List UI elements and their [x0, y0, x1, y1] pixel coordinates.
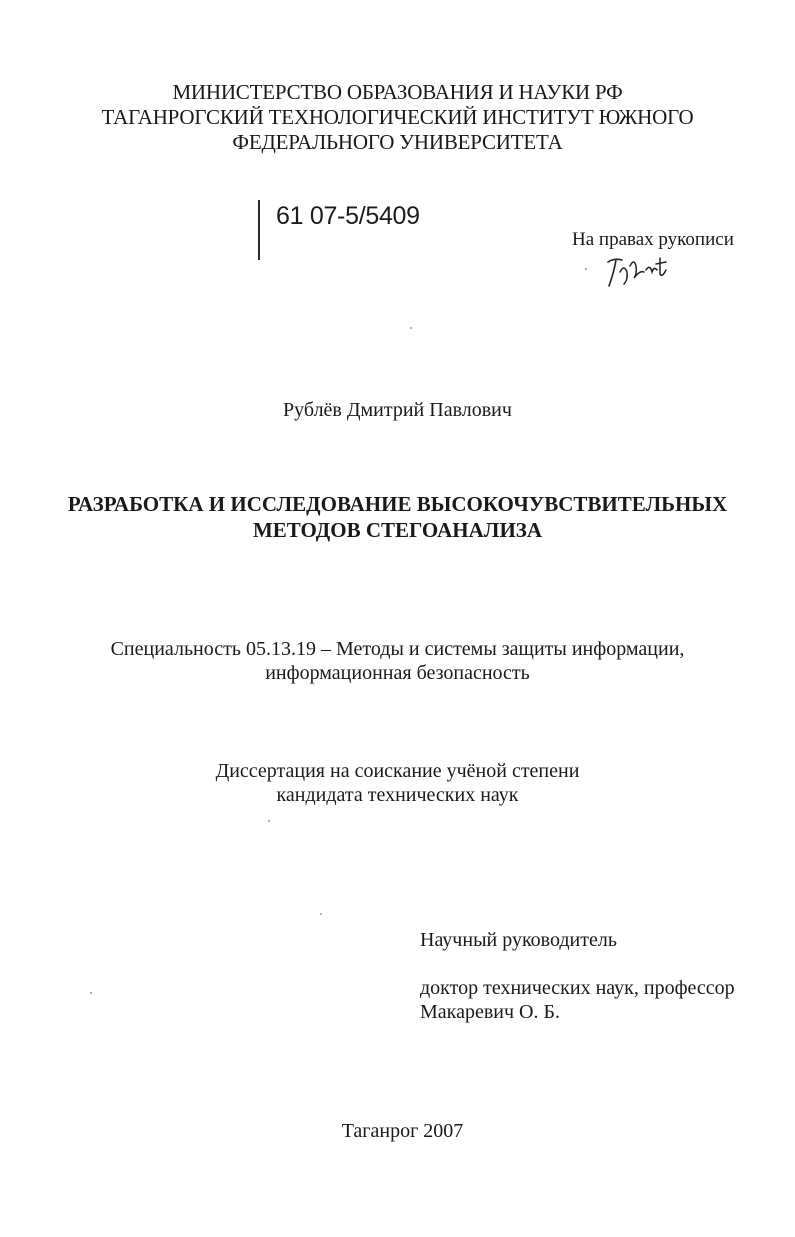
ministry-line-3: ФЕДЕРАЛЬНОГО УНИВЕРСИТЕТА	[232, 130, 563, 154]
dissertation-title-line-2: МЕТОДОВ СТЕГОАНАЛИЗА	[252, 518, 543, 542]
scan-speck	[585, 268, 587, 270]
manuscript-rights-label: На правах рукописи	[572, 229, 734, 250]
author-name: Рублёв Дмитрий Павлович	[283, 399, 512, 421]
stamp-bar	[258, 200, 260, 260]
scan-speck	[268, 820, 270, 822]
ministry-line-1: МИНИСТЕРСТВО ОБРАЗОВАНИЯ И НАУКИ РФ	[172, 80, 623, 104]
scan-speck	[410, 327, 412, 329]
library-stamp-code: 61 07-5/5409	[276, 202, 420, 230]
specialty-line-2: информационная безопасность	[265, 662, 530, 684]
scan-speck	[320, 913, 322, 915]
specialty-line-1: Специальность 05.13.19 – Методы и системы защиты информации,	[110, 638, 685, 660]
supervisor-name: Макаревич О. Б.	[420, 1001, 560, 1023]
dissertation-degree-line-2: кандидата технических наук	[276, 784, 519, 806]
ministry-line-2: ТАГАНРОГСКИЙ ТЕХНОЛОГИЧЕСКИЙ ИНСТИТУТ ЮЖНОГО	[101, 105, 694, 129]
city-year: Таганрог 2007	[341, 1120, 464, 1142]
supervisor-label: Научный руководитель	[420, 929, 617, 951]
handwritten-signature	[600, 250, 680, 292]
scan-speck	[90, 992, 92, 994]
supervisor-degree: доктор технических наук, профессор	[420, 977, 735, 999]
dissertation-title-line-1: РАЗРАБОТКА И ИССЛЕДОВАНИЕ ВЫСОКОЧУВСТВИТЕЛЬНЫХ	[67, 492, 728, 516]
dissertation-degree-line-1: Диссертация на соискание учёной степени	[215, 760, 580, 782]
